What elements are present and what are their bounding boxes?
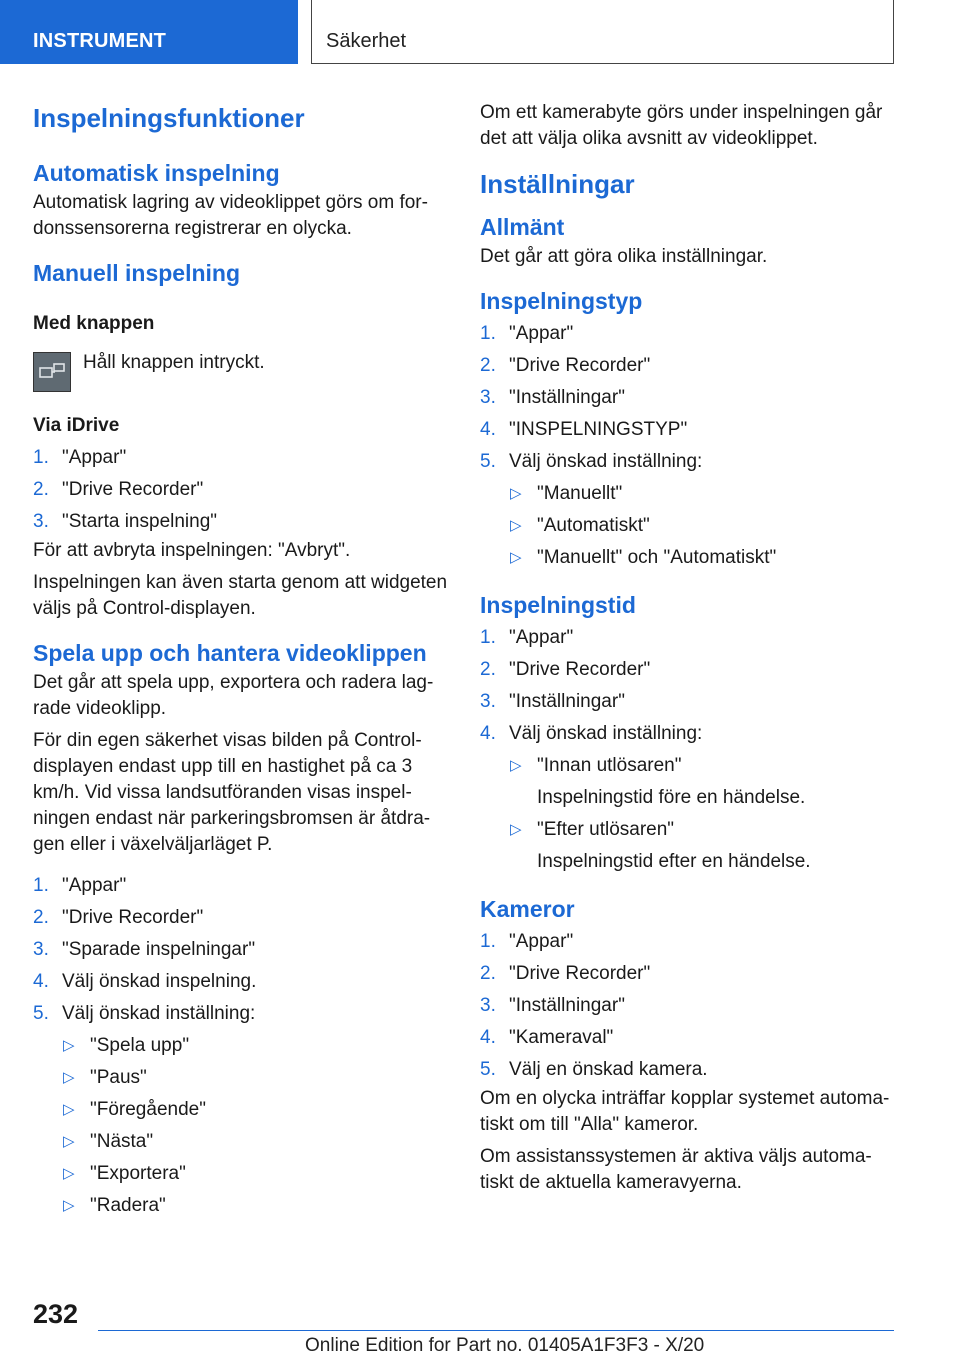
page-title: Inspelningsfunktioner — [33, 103, 305, 133]
footer-divider — [98, 1330, 894, 1331]
list-item: 2. "Drive Recorder" — [33, 907, 204, 928]
recording-time-options — [480, 750, 898, 878]
general-text: Det går att göra olika inställningar. — [480, 246, 768, 267]
list-item: 4. Välj önskad inspelning. — [33, 971, 257, 992]
idrive-heading: Via iDrive — [33, 415, 120, 436]
settings-title: Inställningar — [480, 169, 635, 199]
list-item: 3. "Inställningar" — [480, 691, 625, 712]
triangle-bullet-icon: ▷ — [63, 1165, 75, 1182]
chapter-tab — [0, 0, 298, 64]
section-label: Säkerhet — [326, 30, 407, 52]
list-item: ▷ "Nästa" — [33, 1126, 451, 1158]
list-item: 2. "Drive Recorder" — [480, 355, 651, 376]
recording-type-heading: Inspelningstyp — [480, 288, 643, 314]
triangle-bullet-icon: ▷ — [63, 1101, 75, 1118]
list-item: 3. "Inställningar" — [480, 387, 625, 408]
list-item: ▷ "Föregående" — [33, 1094, 451, 1126]
play-text-1: Det går att spela upp, exportera och radera lag-rade videoklipp. — [33, 672, 434, 719]
triangle-bullet-icon: ▷ — [510, 517, 522, 534]
list-item: 4. "INSPELNINGSTYP" — [480, 419, 688, 440]
auto-recording-heading: Automatisk inspelning — [33, 160, 280, 186]
list-item: ▷ "Exportera" — [33, 1158, 451, 1190]
recording-type-options — [480, 478, 898, 574]
list-item: 2. "Drive Recorder" — [480, 963, 651, 984]
assist-camera-text: Om assistanssystemen är aktiva väljs automa-tiskt de aktuella kameravyerna. — [480, 1146, 872, 1193]
triangle-bullet-icon: ▷ — [510, 821, 522, 838]
chapter-label: INSTRUMENT — [33, 30, 167, 52]
list-item: 3. "Starta inspelning" — [33, 511, 218, 532]
triangle-bullet-icon: ▷ — [510, 485, 522, 502]
camera-record-button-icon — [33, 352, 71, 392]
recording-type-steps — [480, 318, 898, 478]
auto-recording-text: Automatisk lagring av videoklippet görs om for-donssensorerna registrerar en olycka. — [33, 192, 428, 239]
triangle-bullet-icon: ▷ — [510, 549, 522, 566]
list-item: ▷ "Radera" — [33, 1190, 451, 1222]
triangle-bullet-icon: ▷ — [63, 1069, 75, 1086]
triangle-bullet-icon: ▷ — [63, 1197, 75, 1214]
list-item: 2. "Drive Recorder" — [33, 479, 204, 500]
list-item: 1. "Appar" — [33, 875, 127, 896]
widget-text: Inspelningen kan även starta genom att widgeten väljs på Control-displayen. — [33, 572, 448, 619]
list-item: ▷ "Automatiskt" — [480, 510, 898, 542]
triangle-bullet-icon: ▷ — [63, 1133, 75, 1150]
cameras-steps — [480, 926, 898, 1086]
cancel-text: För att avbryta inspelningen: "Avbryt". — [33, 540, 351, 561]
list-item: ▷ "Manuellt" — [480, 478, 898, 510]
manual-recording-heading: Manuell inspelning — [33, 260, 241, 286]
list-item: 4. Välj önskad inställning: — [480, 723, 703, 744]
list-item: 1. "Appar" — [480, 931, 574, 952]
list-item: 1. "Appar" — [480, 627, 574, 648]
recording-time-heading: Inspelningstid — [480, 592, 636, 618]
recording-time-steps — [480, 622, 898, 750]
button-heading: Med knappen — [33, 313, 155, 334]
list-item: ▷ "Paus" — [33, 1062, 451, 1094]
general-heading: Allmänt — [480, 214, 565, 240]
camera-switch-text: Om ett kamerabyte görs under inspelningen går det att välja olika avsnitt av videoklippet. — [480, 102, 883, 149]
list-item: 3. "Inställningar" — [480, 995, 625, 1016]
triangle-bullet-icon: ▷ — [510, 757, 522, 774]
list-item: ▷ "Spela upp" — [33, 1030, 451, 1062]
list-item: 1. "Appar" — [33, 447, 127, 468]
button-instruction — [33, 344, 451, 400]
accident-camera-text: Om en olycka inträffar kopplar systemet automa-tiskt om till "Alla" kameror. — [480, 1088, 890, 1135]
button-instruction-text: Håll knappen intryckt. — [83, 352, 265, 373]
edition-text: Online Edition for Part no. 01405A1F3F3 - X/20 — [305, 1335, 705, 1356]
list-item: 4. "Kameraval" — [480, 1027, 614, 1048]
section-header — [311, 0, 894, 64]
triangle-bullet-icon: ▷ — [63, 1037, 75, 1054]
manual-steps-list — [33, 442, 451, 538]
list-item: ▷ "Manuellt" och "Automatiskt" — [480, 542, 898, 574]
list-item: 5. Välj en önskad kamera. — [480, 1059, 708, 1080]
list-item: 5. Välj önskad inställning: — [33, 1003, 256, 1024]
list-item: ▷ "Efter utlösaren" Inspelningstid efter en händelse. — [480, 814, 898, 878]
list-item: 3. "Sparade inspelningar" — [33, 939, 256, 960]
play-options-list — [33, 1030, 451, 1222]
play-text-2: För din egen säkerhet visas bilden på Control-displayen endast upp till en hastighet på ca 3 km/h. Vid vissa landsutföranden visas inspel-ningen endast när parkeringsbromsen är åtdra-gen eller i växelväljarläget P. — [33, 730, 431, 855]
play-manage-heading: Spela upp och hantera videoklippen — [33, 640, 427, 666]
list-item: 1. "Appar" — [480, 323, 574, 344]
list-item: 2. "Drive Recorder" — [480, 659, 651, 680]
page-number: 232 — [33, 1299, 79, 1329]
list-item: ▷ "Innan utlösaren" Inspelningstid före en händelse. — [480, 750, 898, 814]
list-item: 5. Välj önskad inställning: — [480, 451, 703, 472]
left-column — [33, 100, 451, 1222]
play-steps-list — [33, 870, 451, 1030]
cameras-heading: Kameror — [480, 896, 575, 922]
right-column — [480, 100, 898, 1202]
